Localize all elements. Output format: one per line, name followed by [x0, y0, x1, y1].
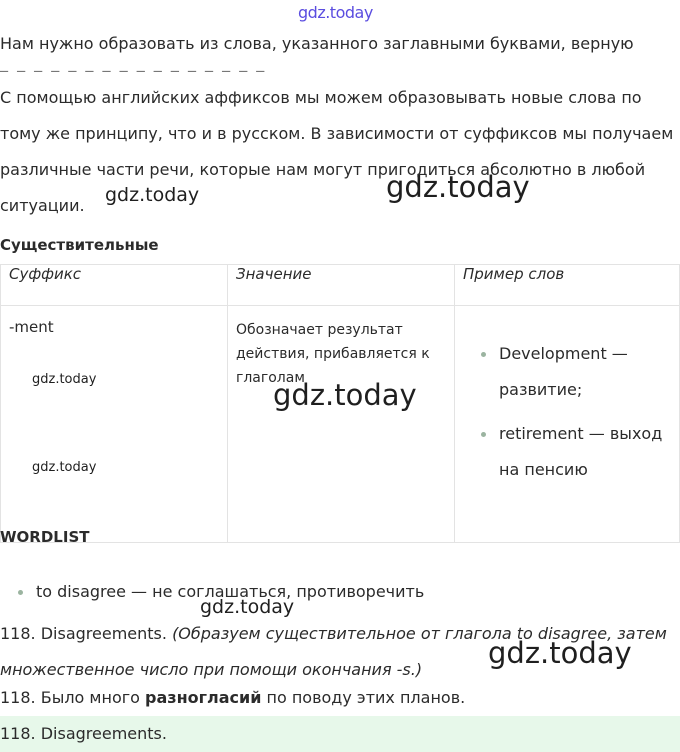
- watermark: gdz.today: [200, 596, 295, 618]
- meaning-cell: Обозначает результат действия, прибавляется к глаголам: [228, 306, 455, 543]
- answer-word: Disagreements.: [40, 624, 167, 643]
- suffix-table: [0, 264, 680, 543]
- affix-paragraph: С помощью английских аффиксов мы можем образовывать новые слова по тому же принципу, что и в русском. В зависимости от суффиксов мы получаем различные части речи, которые нам могут пригодиться абсолютно в любой ситуации.: [0, 88, 674, 215]
- watermark: gdz.today: [488, 636, 632, 670]
- watermark: gdz.today: [32, 372, 97, 387]
- table-header: Суффикс: [1, 265, 228, 306]
- list-item: to disagree — не соглашаться, противоречить: [18, 582, 424, 601]
- sentence-start: 118. Было много: [0, 688, 146, 707]
- section-heading-nouns: Существительные: [0, 236, 159, 254]
- watermark: gdz.today: [273, 378, 417, 412]
- answer-number: 118.: [0, 624, 36, 643]
- sentence-bold-word: разногласий: [145, 688, 262, 707]
- list-item: retirement — выход на пенсию: [499, 416, 671, 488]
- answer-explanation-text: (Образуем существительное от глагола to disagree, затем множественное число при помощи окончания -s.): [0, 624, 667, 679]
- final-answer: 118. Disagreements.: [0, 716, 680, 752]
- list-item: Development — развитие;: [499, 336, 671, 408]
- table-header-row: [1, 265, 680, 306]
- watermark: gdz.today: [386, 170, 530, 204]
- examples-list: [463, 318, 671, 488]
- table-header: Значение: [228, 265, 455, 306]
- examples-cell: [455, 306, 680, 543]
- cropped-line: _ _ _ _ _ _ _ _ _ _ _ _ _ _ _ _: [0, 53, 267, 72]
- watermark-top: gdz.today: [298, 3, 373, 22]
- section-heading-wordlist: WORDLIST: [0, 528, 90, 546]
- sentence-end: по поводу этих планов.: [261, 688, 466, 707]
- answer-sentence: [0, 688, 465, 707]
- watermark: gdz.today: [32, 460, 97, 475]
- wordlist: [18, 582, 424, 601]
- suffix-cell: -ment: [1, 306, 228, 543]
- intro-text: Нам нужно образовать из слова, указанного заглавными буквами, верную: [0, 34, 634, 53]
- table-row: [1, 306, 680, 543]
- answer-explanation: [0, 616, 680, 688]
- table-header: Пример слов: [455, 265, 680, 306]
- watermark: gdz.today: [105, 184, 200, 206]
